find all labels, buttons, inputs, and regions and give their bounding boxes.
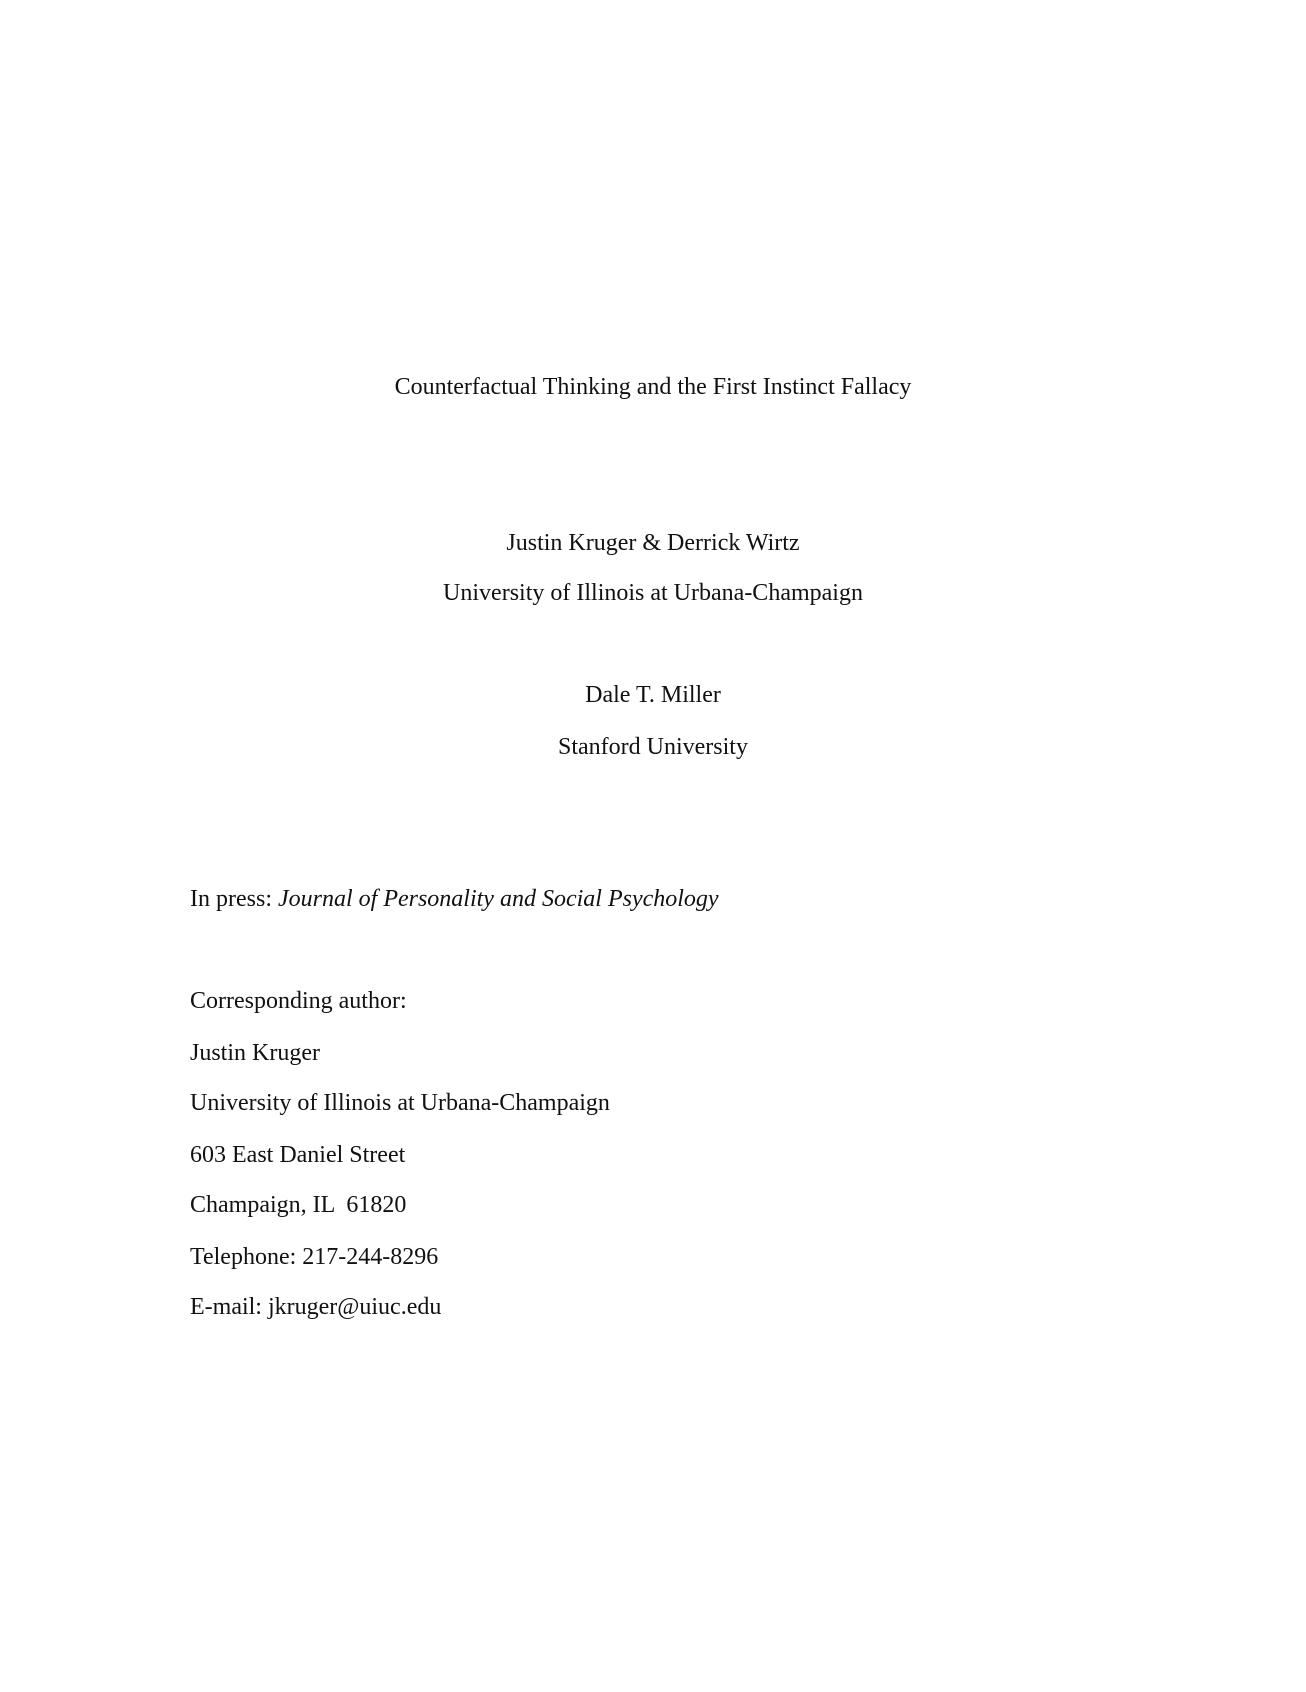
paper-title: Counterfactual Thinking and the First Instinct Fallacy xyxy=(394,374,912,400)
author-names-primary: Justin Kruger & Derrick Wirtz xyxy=(506,530,800,556)
corresponding-author-email: E-mail: jkruger@uiuc.edu xyxy=(190,1294,442,1320)
publication-status xyxy=(190,884,719,914)
corresponding-author-label: Corresponding author: xyxy=(190,988,407,1014)
author-affiliation-secondary: Stanford University xyxy=(558,734,748,760)
corresponding-author-institution: University of Illinois at Urbana-Champaign xyxy=(190,1090,610,1116)
corresponding-author-city: Champaign, IL 61820 xyxy=(190,1192,407,1218)
corresponding-author-name: Justin Kruger xyxy=(190,1040,320,1066)
corresponding-author-street: 603 East Daniel Street xyxy=(190,1142,406,1168)
journal-name: Journal of Personality and Social Psychology xyxy=(277,886,719,912)
author-affiliation-primary: University of Illinois at Urbana-Champaign xyxy=(443,580,863,606)
author-names-secondary: Dale T. Miller xyxy=(585,682,721,708)
corresponding-author-telephone: Telephone: 217-244-8296 xyxy=(190,1244,439,1270)
press-label: In press: xyxy=(190,886,272,912)
